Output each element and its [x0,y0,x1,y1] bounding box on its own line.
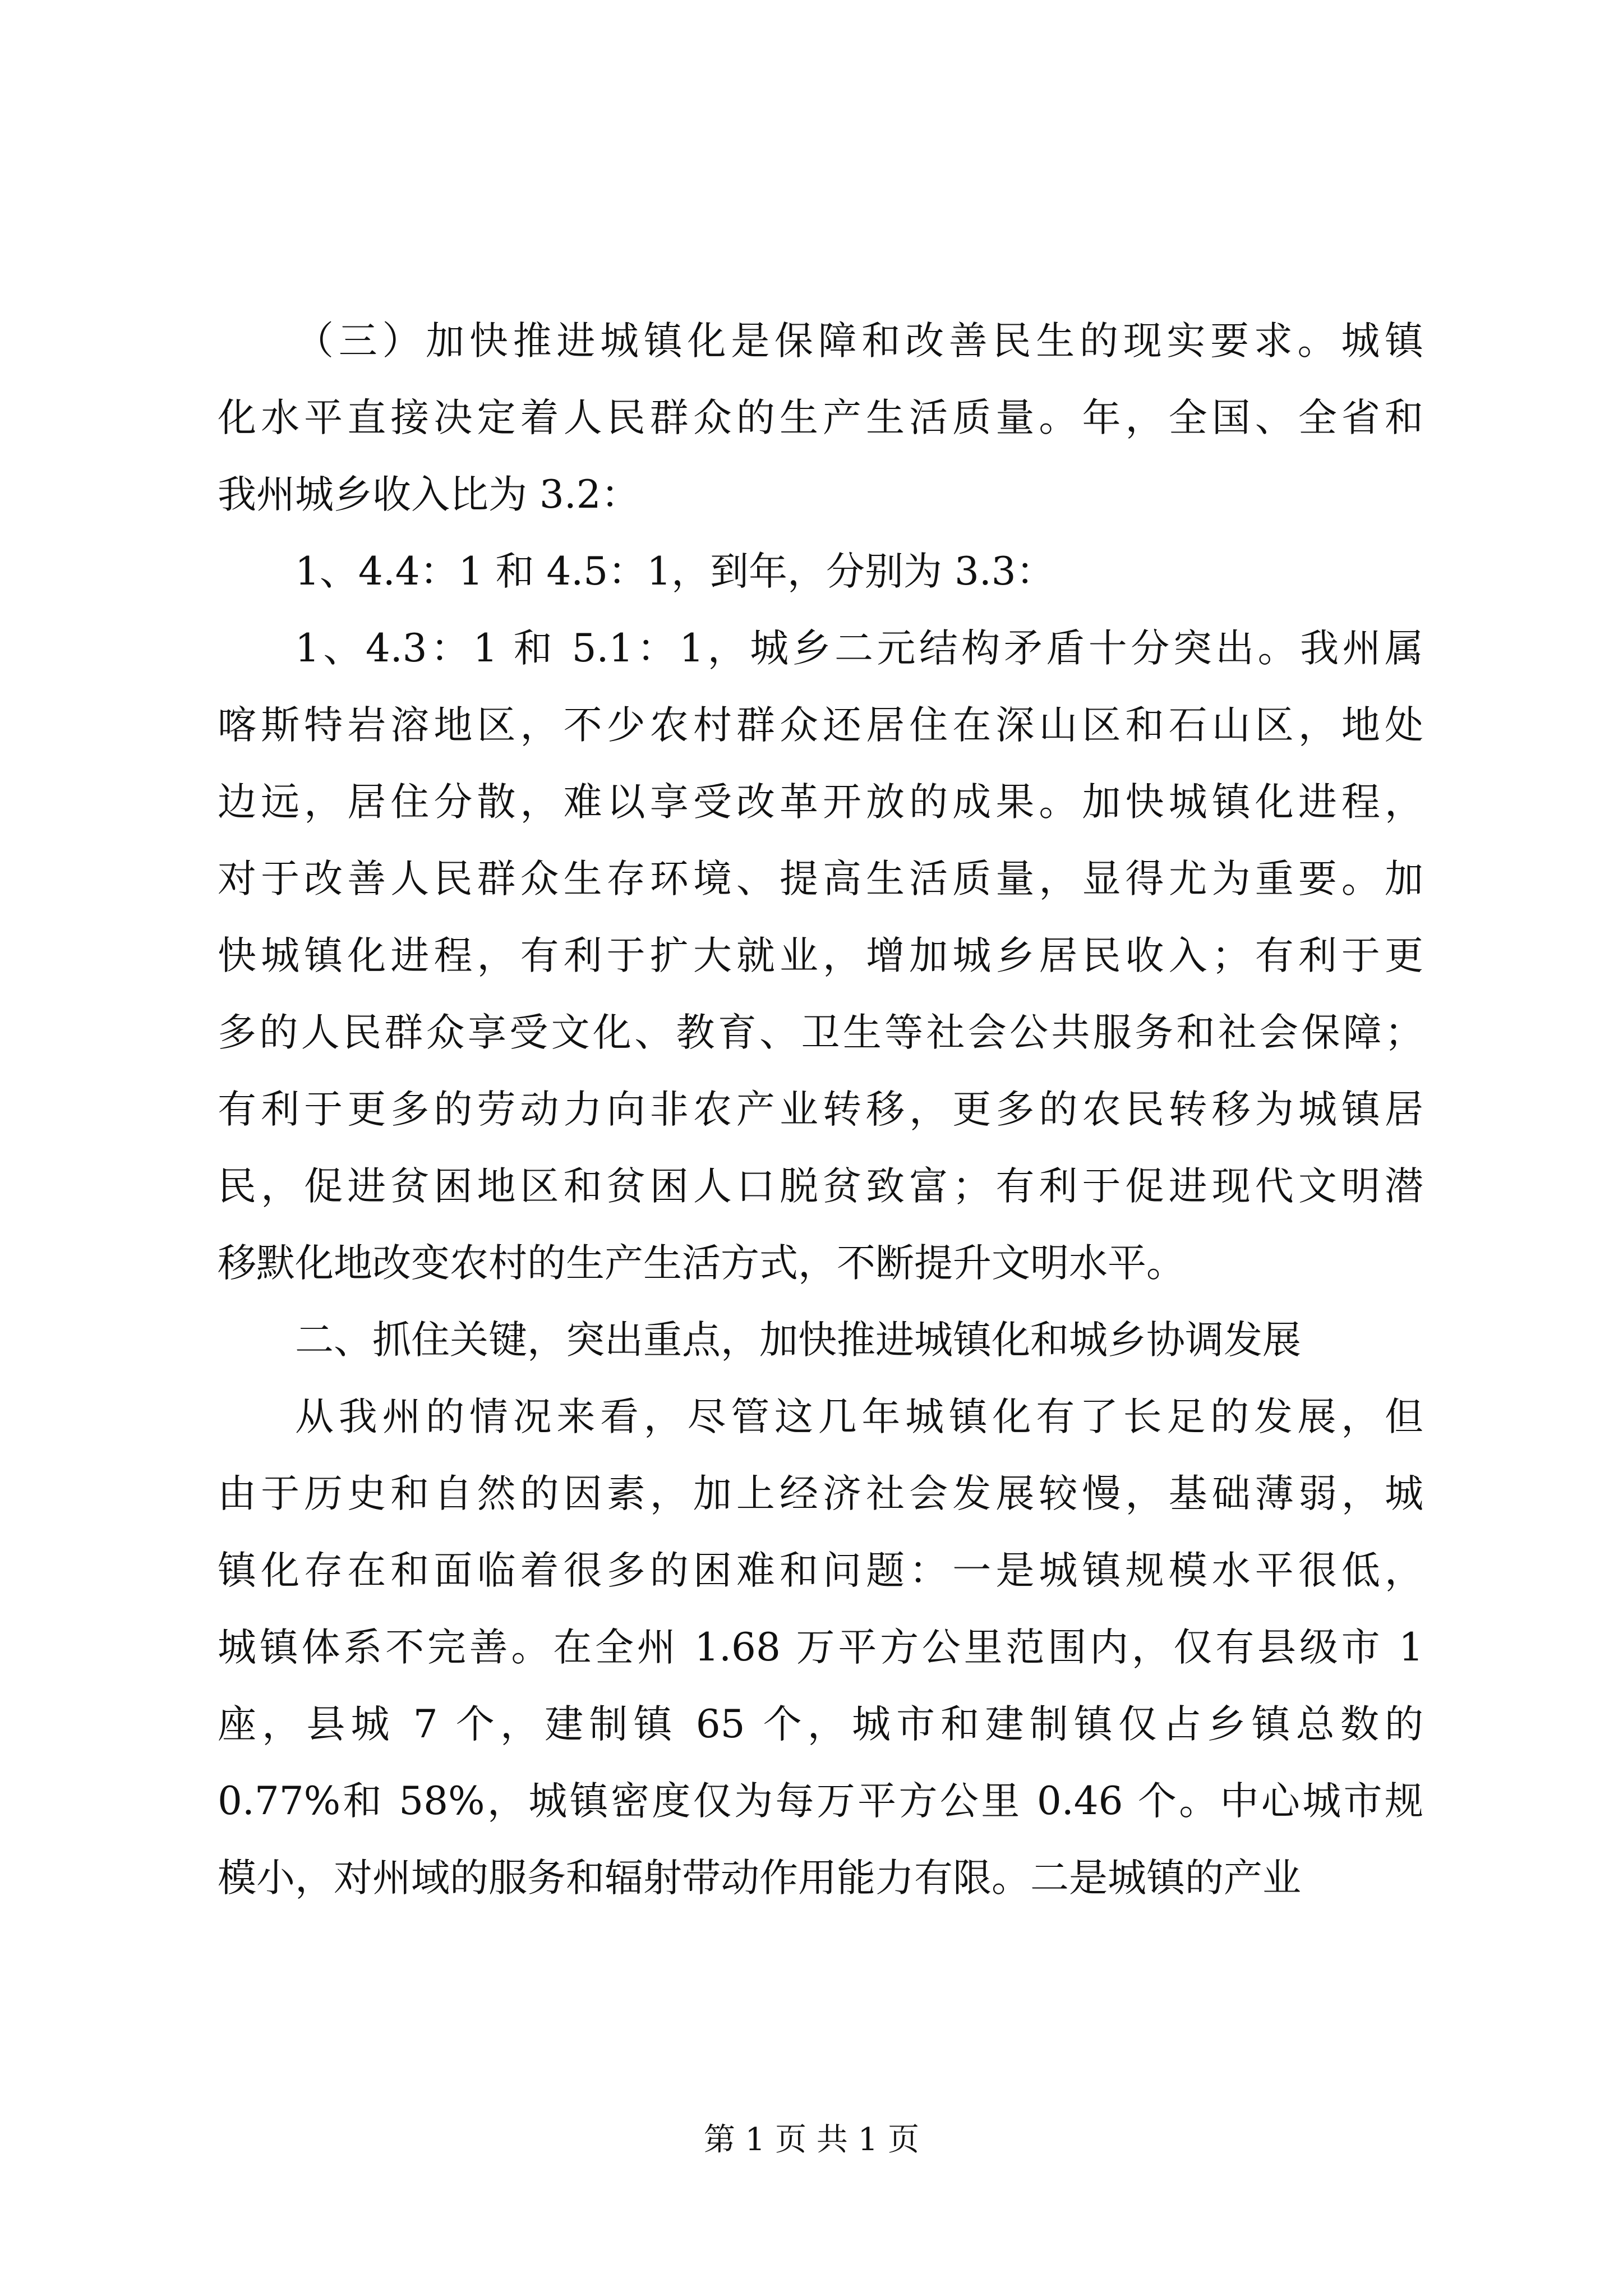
page-footer: 第 1 页 共 1 页 [703,2122,920,2158]
document-body [218,303,1423,1917]
text-line: 边远，居住分散，难以享受改革开放的成果。加快城镇化进程， [218,780,1423,825]
text-line: 化水平直接决定着人民群众的生产生活质量。年，全国、全省和 [218,395,1423,440]
text-line: 喀斯特岩溶地区，不少农村群众还居住在深山区和石山区，地处 [218,703,1423,748]
text-line: 从我州的情况来看，尽管这几年城镇化有了长足的发展，但 [295,1395,1423,1439]
text-line: 模小，对州域的服务和辐射带动作用能力有限。二是城镇的产业 [218,1856,1301,1901]
paragraph [218,533,1423,610]
paragraph [218,303,1423,533]
paragraph [218,1379,1423,1917]
text-line: 对于改善人民群众生存环境、提高生活质量，显得尤为重要。加 [218,857,1423,901]
text-line: 多的人民群众享受文化、教育、卫生等社会公共服务和社会保障； [218,1010,1423,1055]
paragraph [218,1302,1423,1379]
text-line: 有利于更多的劳动力向非农产业转移，更多的农民转移为城镇居 [218,1087,1423,1132]
text-line: （三）加快推进城镇化是保障和改善民生的现实要求。城镇 [295,319,1423,364]
text-line: 0.77%和 58%，城镇密度仅为每万平方公里 0.46 个。中心城市规 [218,1779,1423,1824]
paragraph [218,610,1423,1302]
text-line: 快城镇化进程，有利于扩大就业，增加城乡居民收入；有利于更 [218,933,1423,978]
text-line: 民，促进贫困地区和贫困人口脱贫致富；有利于促进现代文明潜 [218,1164,1423,1209]
text-line: 二、抓住关键，突出重点，加快推进城镇化和城乡协调发展 [295,1318,1301,1363]
text-line: 1、4.3：1 和 5.1：1，城乡二元结构矛盾十分突出。我州属 [295,626,1423,671]
text-line: 我州城乡收入比为 3.2： [218,472,640,517]
text-line: 1、4.4：1 和 4.5：1，到年，分别为 3.3： [295,549,1055,594]
text-line: 由于历史和自然的因素，加上经济社会发展较慢，基础薄弱，城 [218,1471,1423,1516]
text-line: 移默化地改变农村的生产生活方式，不断提升文明水平。 [218,1241,1185,1286]
text-line: 城镇体系不完善。在全州 1.68 万平方公里范围内，仅有县级市 1 [218,1625,1423,1670]
text-line: 座，县城 7 个，建制镇 65 个，城市和建制镇仅占乡镇总数的 [218,1702,1423,1747]
text-line: 镇化存在和面临着很多的困难和问题：一是城镇规模水平很低， [218,1548,1423,1593]
